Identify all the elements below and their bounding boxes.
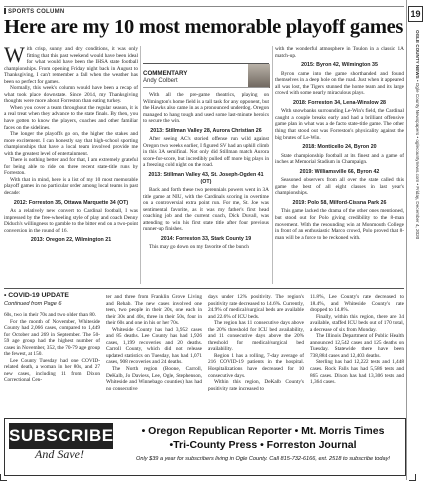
paragraph: Finally, within this region, there are 34 available, staffed ICU beds out of 170 total, a decrease of six from Monday. [310, 313, 404, 333]
section-label [4, 8, 65, 15]
author-photo [248, 64, 270, 88]
paragraph: The North region (Boone, Carroll, DeKalb, Jo Daviess, Lee, Ogle, Stephenson, Whiteside and Winnebago counties) has had no consecutive [106, 366, 202, 392]
paragraph: with the wonderful atmosphere in Toulon in a classic 1A match-up. [275, 46, 404, 59]
paragraph: For the month of November, Whiteside County had 2,066 cases, compared to 1,449 for October and 269 in September. The 50-59 age group had the highest number of cases in November, 352, the 70-79 age group the fewest, at 150. [4, 318, 100, 358]
subscribe-logo-text: SUBSCRIBE [9, 423, 113, 449]
covid-column-1 [4, 312, 100, 384]
paragraph: Whiteside County has had 3,952 cases and 85 deaths. Lee County has had 1,926 cases, 1,199 recoveries and 20 deaths. Carroll County, which did not release updated statistics on Tuesday, has had 1,071 cases, 908 recoveries and 24 deaths. [106, 326, 202, 366]
section-divider [4, 288, 404, 289]
column-2 [143, 92, 269, 251]
paragraph: Within this region, DeKalb County's positivity rate increased to [208, 379, 304, 392]
intro-paragraph [4, 42, 138, 85]
paragraph: The longer the playoffs go on, the higher the stakes and more excitement. I can honestly say that high-school sporting championships that have a local team involved provide me with the greatest level of entertainment. [4, 131, 138, 157]
drop-cap: W [4, 42, 25, 67]
game-subhead: 2013: Stillman Valley 28, Aurora Christian 26 [150, 127, 262, 134]
side-paper: OGLE COUNTY NEWS [415, 30, 420, 79]
paragraph: 11.8%, Lee County's rate decreased to 18.4%, and Whiteside County's rate dropped to 14.8%. [310, 294, 404, 314]
paragraph: With snowbanks surrounding Le-Win's field, the Cardinal caught a couple breaks early and had a brilliant offensive game plan in what was a de facto state-title game. The other thing that stood out was Forreston's physicality against the big brutes of Le-Win. [275, 108, 404, 141]
subscribe-logo [9, 423, 113, 469]
game-subhead: 2012: Forreston 35, Ottawa Marquette 34 (OT) [13, 199, 129, 206]
subscribe-logo-script: And Save! [35, 447, 84, 461]
game-subhead: 2014: Forreston 33, Stark County 19 [160, 235, 252, 242]
paragraph: Back and forth these two perennials powers went in 3A title game at NIU, with the Cardinals scoring in overtime on a controversial extra point run. For me, St. Joe was sentimental favorite, as it was my father's first head coaching job and the current coach, Dick Duvall, was attending to win his first state title after four previous runner-up finishes. [143, 187, 269, 233]
paragraph: Sterling has had 12,222 tests and 1,448 cases. Rock Falls has had 5,586 tests and 865 cases. Dixon has had 13,306 tests and 1,364 cases. [310, 359, 404, 386]
continued-note: Continued from Page 6 [4, 301, 62, 307]
column-1 [4, 42, 138, 246]
covid-headline: • COVID-19 UPDATE [4, 292, 69, 299]
paragraph: Byron came into the game shorthanded and found themselves in a deep hole on the road. Just when it appeared all was lost, the Tigers stunned the home team and its large crowd with some nearly miraculous plays. [275, 70, 404, 97]
covid-column-3 [208, 294, 304, 392]
game-subhead: 2015: Byron 42, Wilmington 35 [301, 62, 378, 69]
side-date: Friday, December 4, 2020 [415, 186, 420, 240]
paragraph: The Illinois Department of Public Health announced 12,542 cases and 125 deaths on Tuesday. Statewide there have been 738,884 cases and 12,403 deaths. [310, 333, 404, 359]
paragraph: State championship football at its finest and a game of inches at Memorial Stadium in Champaign. [275, 152, 404, 166]
ad-offer-line: Only $39 a year for subscribers living in Ogle County. Call 815-732-6166, ext. 2518 to subscribe today! [136, 456, 390, 462]
game-subhead: 2018: Monticello 24, Byron 20 [302, 144, 377, 151]
paragraph: There is nothing better and for that, I am extremely grateful for being able to ride on three recent state-title runs by Forreston. [4, 157, 138, 177]
paragraph: 60s, two in their 70s and two older than 80. [4, 312, 96, 318]
game-subhead: 2013: Stillman Valley 43, St. Joseph-Ogden 41 (OT) [148, 172, 264, 185]
paragraph: As a relatively new convert to Cardinal football, I was impressed by the free-wheeling style of play and coach Denny Diduch's willingness to gamble to the bitter end on a two-point conversion in the round of 16. [4, 208, 138, 234]
paragraph: With all the pre-game theatrics, playing on Wilmington's home field is a tall task for any opponent, but the Hawks also came in as a pronounced underdog. Oregon managed to hang tough and used some last-minute heroics to secure the win. [143, 92, 269, 125]
paragraph: After seeing AC's storied offense run wild against Oregon two weeks earlier, I figured SV had an uphill climb in this 3A semifinal. Not only did Stillman match Aurora score-for-score, but incredibly pulled off more big plays in a freezing cold night on the road. [143, 136, 269, 169]
column-divider [140, 46, 141, 284]
paragraph: Lee County Tuesday had one COVID-related death, a woman in her 80s, and 27 new cases, including 11 from Dixon Correctional Cen- [4, 357, 100, 384]
section-label-text: SPORTS COLUMN [8, 9, 65, 15]
covid-column-4 [310, 294, 404, 386]
column-divider [272, 46, 273, 284]
paragraph: days under 12% positivity. The region's positivity rate decreased to 14.6%. Currently, 24.9% of medical/surgical beds are available and 22.6% of ICU beds. [208, 294, 304, 320]
paragraph: Region 1 has a rolling, 7-day average of 216 COVID-19 patients in the hospital. Hospitalizations have decreased for 10 consecutive days. [208, 352, 304, 379]
paragraph: Seasoned observers from all over the state called this game the best of all eight classes in last year's championships. [275, 177, 404, 197]
ad-papers-line-2: •Tri-County Press • Forreston Journal [169, 439, 357, 451]
intro-text: ith crisp, sunny and dry conditions, it was only fitting that this past weekend would have been ideal for what would have been the IHSA state football championships. From opening Friday night back in August to Thanksgiving, I can't remember a fall when the weather has been so perfect for games. [4, 46, 138, 85]
paragraph: When you cover a team throughout the regular season, it is a real treat when they advance to the state finals. By then, you have gotten to know the players, coaches and other familiar faces on the sidelines. [4, 104, 138, 131]
top-rule [4, 6, 404, 7]
side-strip-text: OGLE COUNTY NEWS • Ogle County Newspapers • oglecountynews.com • Friday, December 4, 2020 [415, 30, 420, 240]
game-subhead: 2019: Polo 58, Milford-Cissna Park 26 [292, 199, 387, 206]
commentary-rule-bottom [143, 87, 269, 88]
paragraph: ter and three from Franklin Grove Living and Rehab. The new cases involved one teen, two people in their 20s, one each in their 30s and 40s, three in their 50s, four in their 60s and one in his or her 70s. [106, 294, 202, 327]
column-3 [275, 46, 404, 241]
covid-column-2 [106, 294, 202, 392]
commentary-label: COMMENTARY [143, 70, 188, 77]
headline: Here are my 10 most memorable playoff games [4, 16, 404, 38]
game-subhead: 2018: Forreston 34, Lena-Winslow 28 [293, 99, 386, 106]
paragraph: With that in mind, here is a list of my 10 most memorable playoff games in no particular order among local teams in past decade: [4, 176, 138, 197]
game-subhead: 2019: Williamsville 66, Byron 42 [299, 168, 380, 175]
game-subhead: 2013: Oregon 22, Wilmington 21 [30, 237, 112, 244]
commentary-author: Andy Colbert [143, 78, 178, 84]
page-number: 19 [408, 6, 423, 22]
paragraph: This may go down on my favorite of the bunch [149, 244, 249, 251]
paragraph: Normally, this week's column would have been a recap of what took place downstate. Since 2014, my Thanksgiving thoughts were more about Forreston than eating turkey. [4, 85, 138, 105]
subscription-ad [4, 418, 406, 476]
ad-papers-line-1: • Oregon Republican Reporter • Mt. Morris Times [141, 425, 385, 437]
section-bar [4, 8, 6, 14]
paragraph: This game lacked the drama of the other ones mentioned, but stood out for Polo giving credibility to the 8-man movement. With the resounding win at Monmouth College in front of an enthusiastic Marco crowd, Polo proved that 8-man will be a force to be reckoned with. [275, 208, 404, 241]
side-sites: Ogle County Newspapers • oglecountynews.com [415, 82, 420, 183]
paragraph: The region has 11 consecutive days above the 20% threshold for ICU bed availability, and 11 consecutive days above the 20% threshold for medical/surgical bed availability. [208, 320, 304, 353]
